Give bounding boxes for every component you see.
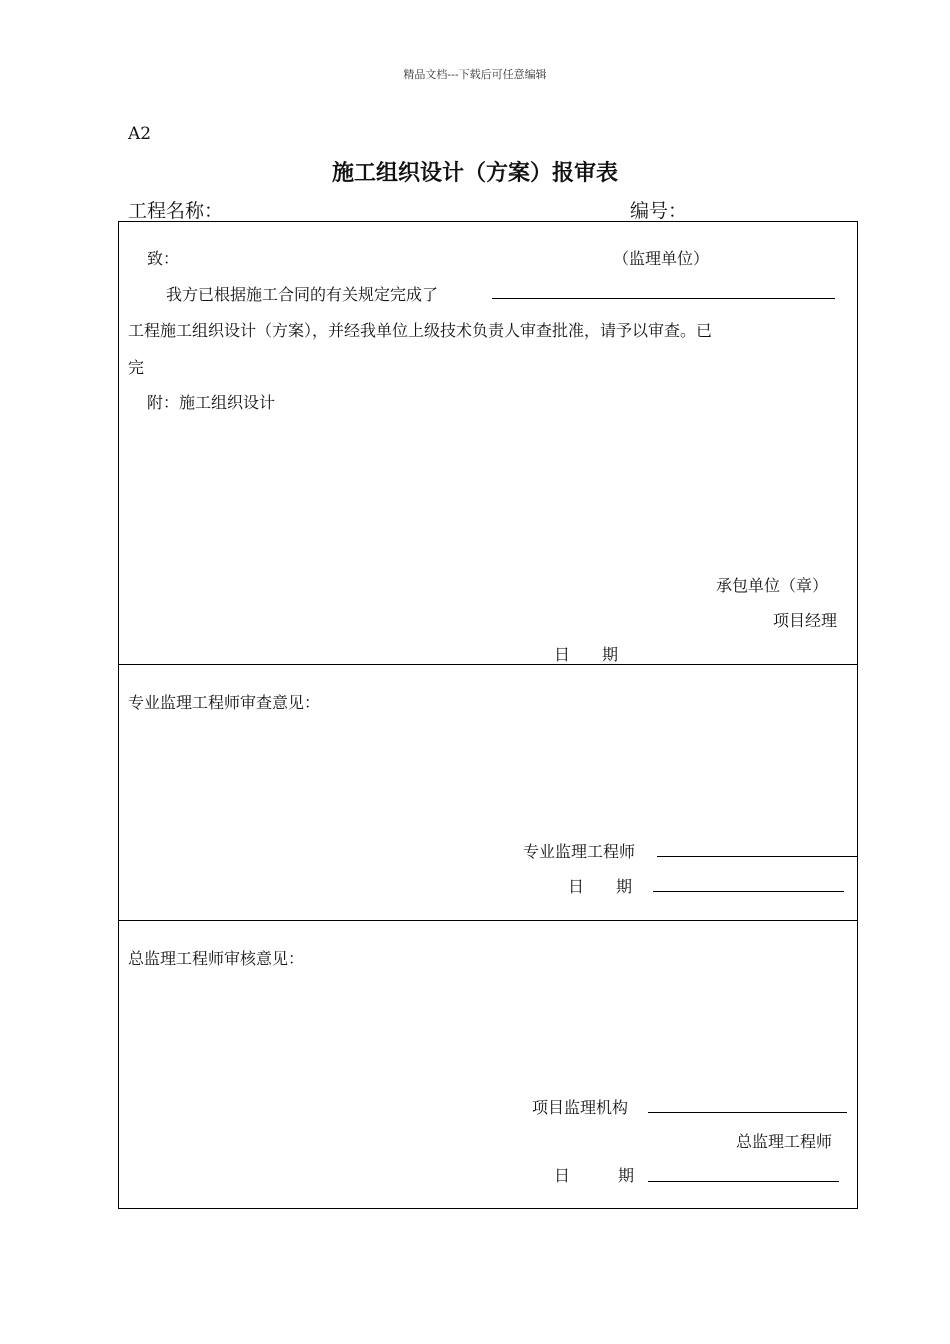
chief-review-label: 总监理工程师审核意见： bbox=[128, 949, 305, 968]
project-name-label: 工程名称： bbox=[128, 200, 224, 222]
date-fill-line-2[interactable] bbox=[653, 891, 844, 892]
project-manager-label: 项目经理 bbox=[773, 611, 838, 630]
form-code: A2 bbox=[128, 124, 152, 144]
to-label: 致： bbox=[147, 249, 180, 268]
statement-line-3: 完 bbox=[128, 358, 145, 377]
date-label-2: 日 期 bbox=[568, 877, 633, 896]
section-divider-2 bbox=[118, 920, 858, 921]
number-label: 编号： bbox=[630, 200, 688, 222]
date-label-1: 日 期 bbox=[554, 645, 619, 664]
date-fill-line-3[interactable] bbox=[648, 1181, 839, 1182]
section-divider-1 bbox=[118, 664, 858, 665]
attachment-label: 附：施工组织设计 bbox=[147, 393, 276, 412]
specialist-review-label: 专业监理工程师审查意见： bbox=[128, 693, 321, 712]
form-table bbox=[118, 221, 858, 1209]
page-header-watermark: 精品文档---下载后可任意编辑 bbox=[403, 68, 547, 81]
project-fill-line[interactable] bbox=[492, 298, 835, 299]
completion-statement: 我方已根据施工合同的有关规定完成了 bbox=[166, 285, 439, 304]
supervisor-unit-label: （监理单位） bbox=[613, 249, 710, 268]
chief-engineer-label: 总监理工程师 bbox=[736, 1132, 833, 1151]
specialist-engineer-label: 专业监理工程师 bbox=[523, 842, 636, 861]
contractor-seal-label: 承包单位（章） bbox=[716, 576, 829, 595]
specialist-engineer-fill-line[interactable] bbox=[657, 856, 857, 857]
date-label-3: 日 期 bbox=[554, 1166, 635, 1185]
supervision-org-fill-line[interactable] bbox=[648, 1112, 847, 1113]
statement-line-2: 工程施工组织设计（方案），并经我单位上级技术负责人审查批准，请予以审查。已 bbox=[128, 321, 713, 340]
supervision-org-label: 项目监理机构 bbox=[532, 1098, 629, 1117]
form-title: 施工组织设计（方案）报审表 bbox=[331, 161, 618, 186]
